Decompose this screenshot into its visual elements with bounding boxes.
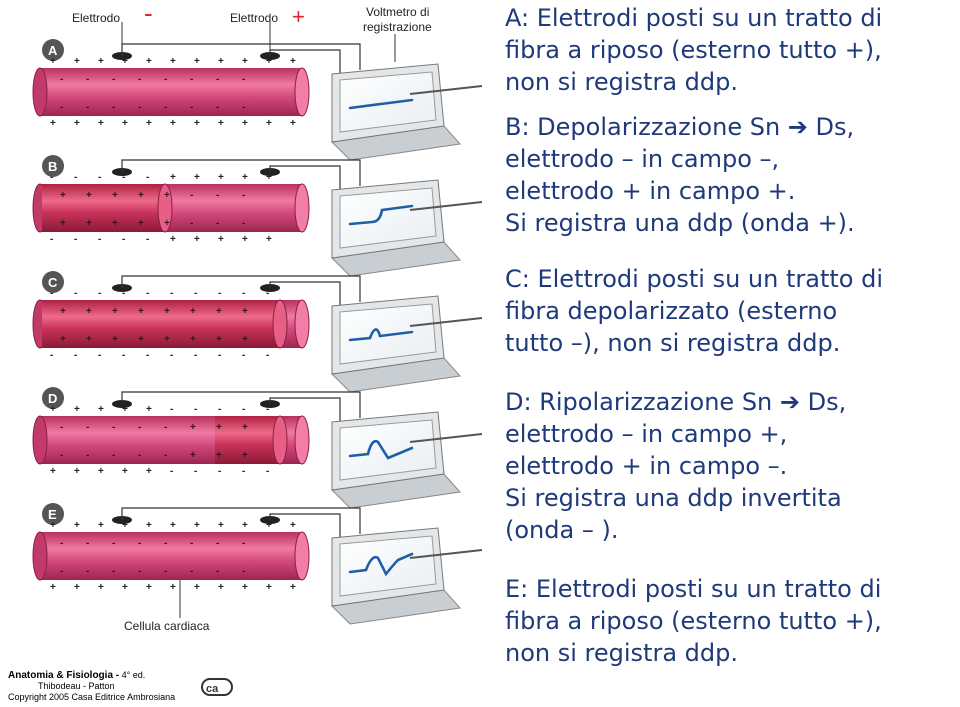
charge-sign: +: [50, 404, 56, 415]
charge-sign: -: [138, 74, 142, 85]
credits-authors: Thibodeau - Patton: [38, 681, 115, 691]
charge-sign: -: [170, 404, 174, 415]
text-line: Si registra una ddp (onda +).: [505, 209, 855, 237]
text-line: fibra depolarizzato (esterno: [505, 297, 838, 325]
charge-sign: +: [170, 234, 176, 245]
charge-sign: +: [290, 56, 296, 67]
charge-sign: -: [60, 102, 64, 113]
charge-sign: -: [112, 450, 116, 461]
charge-sign: -: [122, 172, 126, 183]
charge-sign: +: [194, 234, 200, 245]
charge-sign: +: [86, 334, 92, 345]
charge-sign: +: [190, 306, 196, 317]
charge-sign: +: [164, 306, 170, 317]
charge-sign: -: [216, 538, 220, 549]
charge-sign: -: [242, 102, 246, 113]
credits-edition: 4° ed.: [121, 670, 146, 680]
charge-sign: -: [60, 538, 64, 549]
charge-sign: +: [194, 582, 200, 593]
charge-sign: +: [242, 234, 248, 245]
paragraph-d: [505, 386, 953, 546]
credits-copyright: Copyright 2005 Casa Editrice Ambrosiana: [8, 692, 176, 702]
charge-sign: -: [86, 538, 90, 549]
text-line: D: Ripolarizzazione Sn ➔ Ds,: [505, 388, 847, 416]
charge-sign: +: [266, 582, 272, 593]
charge-sign: +: [122, 520, 128, 531]
charge-sign: +: [138, 334, 144, 345]
panel-e: [33, 503, 482, 624]
charge-sign: +: [242, 582, 248, 593]
charge-sign: -: [146, 288, 150, 299]
charge-sign: +: [190, 422, 196, 433]
charge-sign: -: [60, 450, 64, 461]
charge-sign: -: [60, 566, 64, 577]
charge-sign: +: [194, 118, 200, 129]
charge-sign: -: [138, 422, 142, 433]
charge-sign: -: [190, 74, 194, 85]
charge-sign: +: [242, 172, 248, 183]
charge-sign: +: [98, 520, 104, 531]
charge-sign: +: [122, 582, 128, 593]
panel-c: [33, 271, 482, 392]
charge-sign: +: [164, 218, 170, 229]
charge-sign: -: [266, 350, 270, 361]
text-line: C: Elettrodi posti su un tratto di: [505, 265, 883, 293]
panel-d: [33, 387, 482, 508]
charge-sign: -: [242, 538, 246, 549]
charge-sign: +: [138, 306, 144, 317]
electrode-pos-label: Elettrodo: [230, 11, 279, 25]
charge-sign: +: [170, 172, 176, 183]
charge-sign: +: [170, 56, 176, 67]
charge-sign: -: [112, 102, 116, 113]
charge-sign: +: [266, 172, 272, 183]
credits: [8, 670, 175, 703]
charge-sign: +: [98, 56, 104, 67]
fiber-cylinder: [40, 532, 302, 580]
charge-sign: -: [242, 566, 246, 577]
charge-sign: -: [50, 234, 54, 245]
charge-sign: +: [218, 582, 224, 593]
charge-sign: +: [218, 118, 224, 129]
charge-sign: -: [112, 422, 116, 433]
charge-sign: +: [216, 422, 222, 433]
charge-sign: +: [266, 56, 272, 67]
charge-sign: -: [164, 422, 168, 433]
charge-sign: -: [74, 350, 78, 361]
panel-letter: B: [48, 159, 58, 174]
charge-sign: -: [194, 288, 198, 299]
charge-sign: -: [146, 350, 150, 361]
charge-sign: -: [164, 74, 168, 85]
charge-sign: +: [50, 118, 56, 129]
charge-sign: +: [146, 404, 152, 415]
charge-sign: -: [86, 74, 90, 85]
cell-label: Cellula cardiaca: [124, 619, 210, 633]
charge-sign: +: [138, 190, 144, 201]
charge-sign: +: [146, 582, 152, 593]
charge-sign: +: [50, 520, 56, 531]
charge-sign: +: [60, 334, 66, 345]
charge-sign: +: [218, 56, 224, 67]
charge-sign: -: [86, 422, 90, 433]
charge-sign: +: [50, 466, 56, 477]
charge-sign: +: [98, 118, 104, 129]
charge-sign: +: [242, 450, 248, 461]
charge-sign: +: [112, 218, 118, 229]
paragraph-c: [505, 263, 953, 359]
charge-sign: +: [98, 582, 104, 593]
text-line: non si registra ddp.: [505, 639, 738, 667]
charge-sign: +: [170, 520, 176, 531]
charge-sign: +: [74, 56, 80, 67]
charge-sign: -: [216, 218, 220, 229]
text-line: fibra a riposo (esterno tutto +),: [505, 36, 882, 64]
charge-sign: +: [146, 118, 152, 129]
charge-sign: -: [86, 102, 90, 113]
panel-letter: C: [48, 275, 58, 290]
charge-sign: -: [122, 288, 126, 299]
charge-sign: +: [218, 172, 224, 183]
charge-sign: +: [74, 520, 80, 531]
electrode-neg-sign: -: [144, 0, 153, 28]
charge-sign: -: [50, 172, 54, 183]
charge-sign: +: [218, 234, 224, 245]
charge-sign: -: [194, 350, 198, 361]
charge-sign: +: [74, 404, 80, 415]
charge-sign: -: [190, 102, 194, 113]
charge-sign: -: [218, 404, 222, 415]
charge-sign: -: [242, 218, 246, 229]
charge-sign: +: [242, 56, 248, 67]
charge-sign: -: [190, 190, 194, 201]
charge-sign: -: [98, 172, 102, 183]
charge-sign: -: [112, 538, 116, 549]
charge-sign: -: [216, 190, 220, 201]
charge-sign: +: [50, 56, 56, 67]
charge-sign: -: [190, 538, 194, 549]
charge-sign: +: [112, 334, 118, 345]
charge-sign: +: [74, 582, 80, 593]
charge-sign: +: [194, 56, 200, 67]
charge-sign: -: [170, 288, 174, 299]
charge-sign: -: [138, 538, 142, 549]
charge-sign: +: [266, 118, 272, 129]
charge-sign: -: [146, 172, 150, 183]
charge-sign: -: [86, 566, 90, 577]
charge-sign: -: [242, 190, 246, 201]
panel-a: [33, 39, 482, 160]
charge-sign: +: [138, 218, 144, 229]
charge-sign: -: [98, 288, 102, 299]
charge-sign: +: [122, 404, 128, 415]
charge-sign: +: [86, 306, 92, 317]
charge-sign: -: [216, 74, 220, 85]
paragraph-a: [505, 2, 953, 98]
charge-sign: -: [170, 350, 174, 361]
charge-sign: +: [242, 334, 248, 345]
charge-sign: +: [190, 450, 196, 461]
charge-sign: +: [170, 118, 176, 129]
text-line: B: Depolarizzazione Sn ➔ Ds,: [505, 113, 855, 141]
charge-sign: +: [164, 334, 170, 345]
charge-sign: +: [74, 118, 80, 129]
text-line: elettrodo + in campo +.: [505, 177, 796, 205]
charge-sign: +: [218, 520, 224, 531]
charge-sign: -: [112, 74, 116, 85]
charge-sign: -: [190, 218, 194, 229]
charge-sign: +: [60, 190, 66, 201]
charge-sign: -: [138, 450, 142, 461]
charge-sign: -: [74, 172, 78, 183]
charge-sign: -: [74, 234, 78, 245]
charge-sign: +: [266, 234, 272, 245]
charge-sign: +: [194, 520, 200, 531]
charge-sign: -: [122, 350, 126, 361]
paragraph-b: [505, 111, 953, 239]
charge-sign: -: [190, 566, 194, 577]
charge-sign: -: [242, 466, 246, 477]
charge-sign: +: [50, 582, 56, 593]
charge-sign: -: [74, 288, 78, 299]
text-line: Si registra una ddp invertita: [505, 484, 842, 512]
charge-sign: -: [60, 74, 64, 85]
charge-sign: -: [138, 102, 142, 113]
charge-sign: +: [146, 520, 152, 531]
charge-sign: -: [266, 404, 270, 415]
charge-sign: +: [146, 466, 152, 477]
voltmeter-label-2: registrazione: [363, 20, 432, 34]
fiber-cylinder: [40, 68, 302, 116]
charge-sign: +: [122, 56, 128, 67]
charge-sign: +: [112, 190, 118, 201]
charge-sign: +: [122, 466, 128, 477]
charge-sign: -: [146, 234, 150, 245]
electrode-pos-sign: +: [292, 4, 305, 29]
panel-letter: D: [48, 391, 58, 406]
charge-sign: +: [242, 520, 248, 531]
charge-sign: -: [98, 350, 102, 361]
charge-sign: +: [216, 334, 222, 345]
charge-sign: -: [216, 566, 220, 577]
charge-sign: +: [242, 118, 248, 129]
charge-sign: +: [146, 56, 152, 67]
charge-sign: +: [60, 306, 66, 317]
charge-sign: +: [60, 218, 66, 229]
charge-sign: +: [74, 466, 80, 477]
text-line: tutto –), non si registra ddp.: [505, 329, 841, 357]
charge-sign: -: [164, 450, 168, 461]
charge-sign: -: [242, 404, 246, 415]
voltmeter-label-1: Voltmetro di: [366, 5, 430, 19]
charge-sign: +: [86, 218, 92, 229]
publisher-logo: [202, 679, 232, 695]
electrode-neg-label: Elettrodo: [72, 11, 121, 25]
charge-sign: -: [218, 350, 222, 361]
charge-sign: +: [98, 404, 104, 415]
charge-sign: -: [194, 404, 198, 415]
charge-sign: +: [194, 172, 200, 183]
charge-sign: -: [266, 466, 270, 477]
charge-sign: +: [98, 466, 104, 477]
panel-b: [33, 155, 482, 276]
charge-sign: -: [266, 288, 270, 299]
charge-sign: -: [242, 74, 246, 85]
svg-text:ca: ca: [206, 683, 219, 695]
text-line: elettrodo – in campo –,: [505, 145, 780, 173]
text-line: elettrodo – in campo +,: [505, 420, 788, 448]
charge-sign: +: [290, 582, 296, 593]
charge-sign: +: [290, 118, 296, 129]
charge-sign: -: [86, 450, 90, 461]
charge-sign: -: [98, 234, 102, 245]
charge-sign: +: [216, 450, 222, 461]
charge-sign: +: [112, 306, 118, 317]
charge-sign: -: [60, 422, 64, 433]
charge-sign: +: [242, 306, 248, 317]
charge-sign: -: [194, 466, 198, 477]
text-line: (onda – ).: [505, 516, 619, 544]
charge-sign: -: [50, 350, 54, 361]
charge-sign: +: [290, 520, 296, 531]
charge-sign: -: [164, 538, 168, 549]
charge-sign: -: [138, 566, 142, 577]
charge-sign: -: [122, 234, 126, 245]
paragraph-e: [505, 573, 953, 669]
charge-sign: +: [266, 520, 272, 531]
charge-sign: -: [216, 102, 220, 113]
charge-sign: -: [170, 466, 174, 477]
charge-sign: +: [170, 582, 176, 593]
text-line: E: Elettrodi posti su un tratto di: [505, 575, 882, 603]
charge-sign: +: [86, 190, 92, 201]
charge-sign: -: [50, 288, 54, 299]
charge-sign: -: [112, 566, 116, 577]
charge-sign: +: [122, 118, 128, 129]
charge-sign: +: [216, 306, 222, 317]
charge-sign: -: [242, 288, 246, 299]
charge-sign: +: [190, 334, 196, 345]
text-line: A: Elettrodi posti su un tratto di: [505, 4, 883, 32]
text-line: fibra a riposo (esterno tutto +),: [505, 607, 882, 635]
text-line: non si registra ddp.: [505, 68, 738, 96]
charge-sign: +: [164, 190, 170, 201]
panel-letter: E: [48, 507, 57, 522]
text-line: elettrodo + in campo –.: [505, 452, 788, 480]
charge-sign: -: [164, 566, 168, 577]
charge-sign: -: [242, 350, 246, 361]
charge-sign: -: [218, 288, 222, 299]
charge-sign: +: [242, 422, 248, 433]
charge-sign: -: [218, 466, 222, 477]
credits-title: Anatomia & Fisiologia -: [8, 670, 120, 681]
charge-sign: -: [164, 102, 168, 113]
panel-letter: A: [48, 43, 58, 58]
